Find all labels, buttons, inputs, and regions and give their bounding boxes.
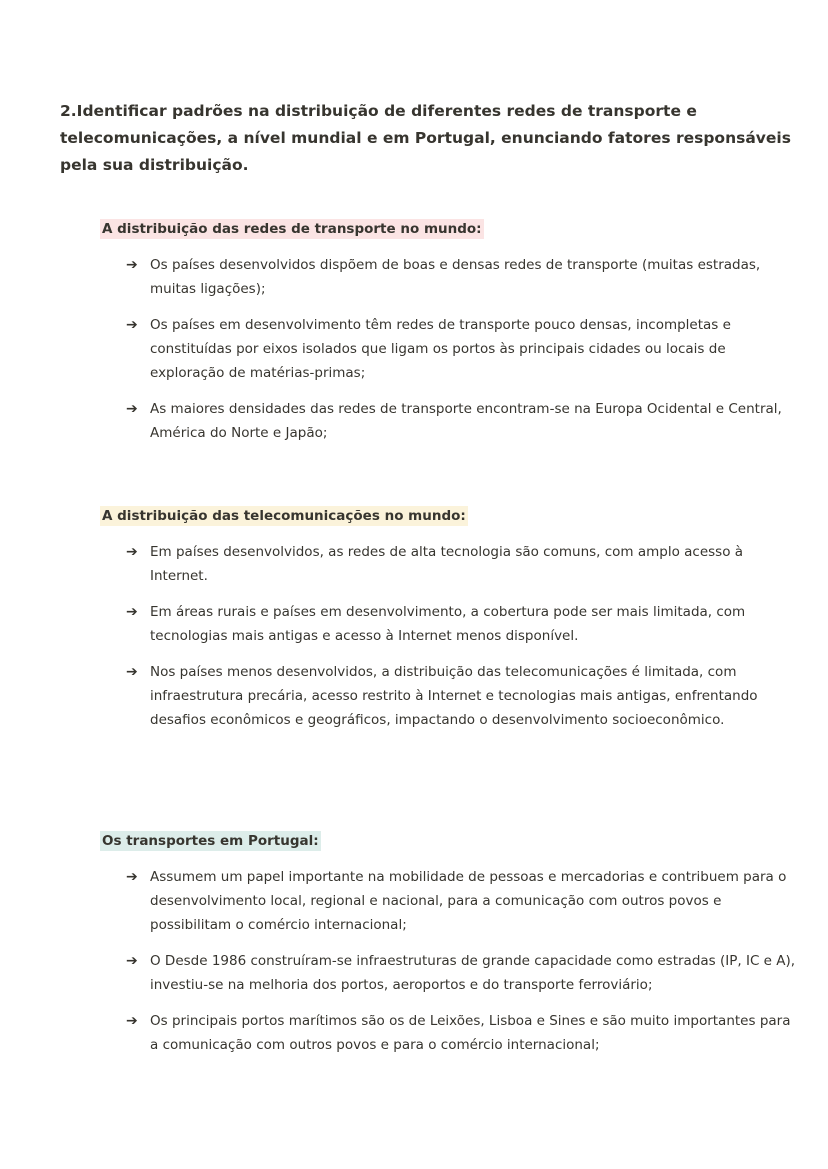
section-world-transport xyxy=(100,218,800,457)
list-item-text: Os países em desenvolvimento têm redes de transporte pouco densas, incompletas e constituídas por eixos isolados que ligam os portos às principais cidades ou locais de exploração de matérias-primas; xyxy=(150,317,731,381)
list-item-text: Em áreas rurais e países em desenvolvimento, a cobertura pode ser mais limitada, com tecnologias mais antigas e acesso à Internet menos disponível. xyxy=(150,604,746,644)
list-item xyxy=(100,253,800,301)
list-item xyxy=(100,949,800,997)
arrow-right-icon: ➔ xyxy=(126,317,138,333)
list-item xyxy=(100,660,800,732)
section-title: A distribuição das telecomunicações no mundo: xyxy=(102,508,466,524)
bullet-list xyxy=(100,540,800,732)
arrow-right-icon: ➔ xyxy=(126,257,138,273)
list-item xyxy=(100,540,800,588)
arrow-right-icon: ➔ xyxy=(126,953,138,969)
list-item-text: Assumem um papel importante na mobilidade de pessoas e mercadorias e contribuem para o desenvolvimento local, regional e nacional, para a comunicação com outros povos e possibilitam o comércio internacional; xyxy=(150,869,787,933)
section-portugal-transport xyxy=(100,830,800,1069)
list-item-text: Os países desenvolvidos dispõem de boas e densas redes de transporte (muitas estradas, muitas ligações); xyxy=(150,257,761,297)
list-item-text: Os principais portos marítimos são os de Leixões, Lisboa e Sines e são muito importantes para a comunicação com outros povos e para o comércio internacional; xyxy=(150,1013,791,1053)
arrow-right-icon: ➔ xyxy=(126,664,138,680)
bullet-list xyxy=(100,865,800,1057)
list-item xyxy=(100,397,800,445)
arrow-right-icon: ➔ xyxy=(126,1013,138,1029)
arrow-right-icon: ➔ xyxy=(126,604,138,620)
list-item-text: Em países desenvolvidos, as redes de alta tecnologia são comuns, com amplo acesso à Internet. xyxy=(150,544,744,584)
arrow-right-icon: ➔ xyxy=(126,544,138,560)
list-item xyxy=(100,865,800,937)
list-item xyxy=(100,1009,800,1057)
list-item-text: O Desde 1986 construíram-se infraestruturas de grande capacidade como estradas (IP, IC e A), investiu-se na melhoria dos portos, aeroportos e do transporte ferroviário; xyxy=(150,953,796,993)
page-heading: 2.Identificar padrões na distribuição de diferentes redes de transporte e telecomunicações, a nível mundial e em Portugal, enunciando fatores responsáveis pela sua distribuição. xyxy=(60,102,791,174)
section-title: A distribuição das redes de transporte no mundo: xyxy=(102,221,482,237)
list-item xyxy=(100,600,800,648)
section-world-telecom xyxy=(100,505,800,744)
list-item-text: Nos países menos desenvolvidos, a distribuição das telecomunicações é limitada, com infraestrutura precária, acesso restrito à Internet e tecnologias mais antigas, enfrentando desafios econômicos e geográficos, impactando o desenvolvimento socioeconômico. xyxy=(150,664,758,728)
bullet-list xyxy=(100,253,800,445)
list-item xyxy=(100,313,800,385)
arrow-right-icon: ➔ xyxy=(126,869,138,885)
arrow-right-icon: ➔ xyxy=(126,401,138,417)
section-title: Os transportes em Portugal: xyxy=(102,833,319,849)
list-item-text: As maiores densidades das redes de transporte encontram-se na Europa Ocidental e Central, América do Norte e Japão; xyxy=(150,401,782,441)
